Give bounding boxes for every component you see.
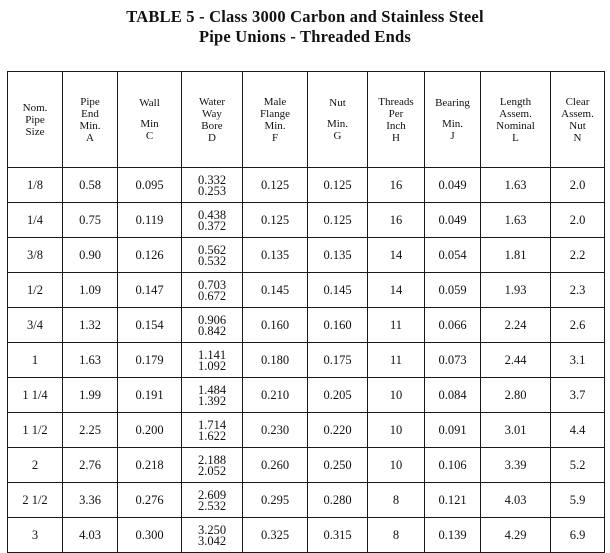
- cell-length-assem-nominal: 2.80: [481, 378, 551, 413]
- cell-male-flange-min: 0.230: [243, 413, 308, 448]
- header-line: Min.: [79, 119, 101, 132]
- header-line: Length: [499, 95, 532, 108]
- pipe-union-spec-table: [7, 71, 605, 553]
- header-spacer: [308, 109, 367, 118]
- header-line: Bearing: [435, 97, 470, 109]
- bore-max-value: 1.484: [197, 382, 227, 397]
- cell-nut-min: 0.125: [308, 168, 368, 203]
- cell-nom-pipe-size: 3: [8, 518, 63, 553]
- cell-pipe-end-min: 2.76: [63, 448, 118, 483]
- cell-clear-assem-nut: 5.2: [551, 448, 605, 483]
- bore-max-value: 2.188: [197, 452, 227, 467]
- header-line: D: [208, 131, 216, 144]
- header-line: Nominal: [496, 119, 535, 132]
- cell-nut-min: 0.220: [308, 413, 368, 448]
- header-line: Pipe: [25, 113, 45, 126]
- header-nom-pipe-size: [8, 72, 63, 168]
- table-title: [0, 7, 610, 47]
- table-row: [8, 308, 605, 343]
- cell-threads-per-inch: 16: [368, 168, 425, 203]
- table-row: [8, 448, 605, 483]
- bore-min-value: 0.842: [197, 323, 227, 338]
- table-header-row: [8, 72, 605, 168]
- header-line: Min.: [441, 118, 464, 130]
- cell-water-way-bore: [182, 413, 243, 448]
- bore-max-value: 0.438: [197, 207, 227, 222]
- header-line: Threads: [378, 95, 414, 108]
- header-line: Flange: [260, 107, 290, 120]
- bore-min-value: 3.042: [197, 533, 227, 548]
- header-line: G: [333, 130, 342, 142]
- cell-water-way-bore: [182, 378, 243, 413]
- header-line: C: [145, 130, 154, 142]
- header-line: Size: [25, 125, 45, 138]
- cell-clear-assem-nut: 2.0: [551, 203, 605, 238]
- cell-water-way-bore: [182, 168, 243, 203]
- table-row: [8, 518, 605, 553]
- table-body: [8, 168, 605, 553]
- table-title-line-1: TABLE 5 - Class 3000 Carbon and Stainless Steel: [126, 7, 484, 26]
- cell-wall-min: 0.154: [118, 308, 182, 343]
- cell-male-flange-min: 0.125: [243, 203, 308, 238]
- table-row: [8, 378, 605, 413]
- header-line: Way: [202, 107, 222, 120]
- cell-wall-min: 0.300: [118, 518, 182, 553]
- header-water-way-bore-d: [182, 72, 243, 168]
- header-male-flange-min-f: [243, 72, 308, 168]
- cell-bearing-min: 0.054: [425, 238, 481, 273]
- bore-min-value: 1.092: [197, 358, 227, 373]
- cell-nut-min: 0.280: [308, 483, 368, 518]
- cell-pipe-end-min: 1.63: [63, 343, 118, 378]
- header-line: Min: [140, 118, 159, 130]
- bore-min-value: 2.052: [197, 463, 227, 478]
- header-wall-min-c: [118, 72, 182, 168]
- header-line: Nut: [569, 119, 586, 132]
- cell-nom-pipe-size: 1: [8, 343, 63, 378]
- bore-max-value: 0.906: [197, 312, 227, 327]
- cell-nut-min: 0.145: [308, 273, 368, 308]
- cell-wall-min: 0.218: [118, 448, 182, 483]
- bore-min-value: 2.532: [197, 498, 227, 513]
- header-line: L: [512, 131, 519, 144]
- cell-nom-pipe-size: 3/4: [8, 308, 63, 343]
- cell-water-way-bore: [182, 518, 243, 553]
- cell-nom-pipe-size: 1/4: [8, 203, 63, 238]
- cell-clear-assem-nut: 2.6: [551, 308, 605, 343]
- header-line: Assem.: [499, 107, 532, 120]
- cell-nom-pipe-size: 1 1/2: [8, 413, 63, 448]
- cell-nom-pipe-size: 2 1/2: [8, 483, 63, 518]
- cell-clear-assem-nut: 3.7: [551, 378, 605, 413]
- header-line: N: [573, 131, 582, 144]
- cell-length-assem-nominal: 2.24: [481, 308, 551, 343]
- cell-threads-per-inch: 16: [368, 203, 425, 238]
- header-line: Water: [199, 95, 225, 108]
- header-line: Male: [263, 95, 287, 108]
- cell-length-assem-nominal: 1.93: [481, 273, 551, 308]
- cell-length-assem-nominal: 1.63: [481, 168, 551, 203]
- header-line: H: [392, 131, 400, 144]
- cell-length-assem-nominal: 1.63: [481, 203, 551, 238]
- table-title-line-2: Pipe Unions - Threaded Ends: [198, 27, 412, 46]
- header-line: A: [86, 131, 94, 144]
- cell-length-assem-nominal: 2.44: [481, 343, 551, 378]
- cell-pipe-end-min: 0.90: [63, 238, 118, 273]
- cell-nut-min: 0.135: [308, 238, 368, 273]
- cell-bearing-min: 0.066: [425, 308, 481, 343]
- cell-pipe-end-min: 3.36: [63, 483, 118, 518]
- cell-nom-pipe-size: 3/8: [8, 238, 63, 273]
- bore-min-value: 0.253: [197, 183, 227, 198]
- bore-max-value: 3.250: [197, 522, 227, 537]
- cell-wall-min: 0.147: [118, 273, 182, 308]
- cell-nut-min: 0.205: [308, 378, 368, 413]
- cell-length-assem-nominal: 3.01: [481, 413, 551, 448]
- header-line: F: [271, 131, 279, 144]
- header-line: Nut: [329, 97, 346, 109]
- bore-max-value: 0.562: [197, 242, 227, 257]
- header-spacer: [425, 109, 480, 118]
- header-line: Min.: [326, 118, 349, 130]
- cell-length-assem-nominal: 3.39: [481, 448, 551, 483]
- cell-bearing-min: 0.073: [425, 343, 481, 378]
- cell-pipe-end-min: 0.58: [63, 168, 118, 203]
- cell-male-flange-min: 0.325: [243, 518, 308, 553]
- cell-water-way-bore: [182, 343, 243, 378]
- cell-male-flange-min: 0.260: [243, 448, 308, 483]
- cell-threads-per-inch: 8: [368, 518, 425, 553]
- cell-water-way-bore: [182, 448, 243, 483]
- cell-clear-assem-nut: 2.0: [551, 168, 605, 203]
- header-bearing-min-j: [425, 72, 481, 168]
- bore-max-value: 1.141: [197, 347, 227, 362]
- cell-water-way-bore: [182, 483, 243, 518]
- cell-clear-assem-nut: 2.3: [551, 273, 605, 308]
- cell-pipe-end-min: 1.32: [63, 308, 118, 343]
- cell-clear-assem-nut: 6.9: [551, 518, 605, 553]
- cell-wall-min: 0.119: [118, 203, 182, 238]
- cell-male-flange-min: 0.180: [243, 343, 308, 378]
- cell-wall-min: 0.179: [118, 343, 182, 378]
- cell-nom-pipe-size: 1/8: [8, 168, 63, 203]
- cell-nut-min: 0.250: [308, 448, 368, 483]
- cell-nut-min: 0.125: [308, 203, 368, 238]
- cell-clear-assem-nut: 2.2: [551, 238, 605, 273]
- header-line: Assem.: [561, 107, 594, 120]
- cell-nut-min: 0.315: [308, 518, 368, 553]
- cell-nom-pipe-size: 2: [8, 448, 63, 483]
- header-line: Inch: [386, 119, 406, 132]
- header-line: Nom.: [22, 101, 48, 114]
- cell-male-flange-min: 0.160: [243, 308, 308, 343]
- bore-max-value: 1.714: [197, 417, 227, 432]
- cell-clear-assem-nut: 3.1: [551, 343, 605, 378]
- cell-nom-pipe-size: 1/2: [8, 273, 63, 308]
- header-nut-min-g: [308, 72, 368, 168]
- cell-bearing-min: 0.121: [425, 483, 481, 518]
- cell-bearing-min: 0.049: [425, 168, 481, 203]
- cell-pipe-end-min: 4.03: [63, 518, 118, 553]
- bore-max-value: 2.609: [197, 487, 227, 502]
- cell-nut-min: 0.160: [308, 308, 368, 343]
- cell-male-flange-min: 0.145: [243, 273, 308, 308]
- cell-nom-pipe-size: 1 1/4: [8, 378, 63, 413]
- cell-male-flange-min: 0.295: [243, 483, 308, 518]
- cell-water-way-bore: [182, 203, 243, 238]
- cell-pipe-end-min: 1.99: [63, 378, 118, 413]
- cell-water-way-bore: [182, 273, 243, 308]
- cell-nut-min: 0.175: [308, 343, 368, 378]
- cell-threads-per-inch: 8: [368, 483, 425, 518]
- header-line: J: [450, 130, 455, 142]
- cell-pipe-end-min: 1.09: [63, 273, 118, 308]
- header-pipe-end-min-a: [63, 72, 118, 168]
- cell-bearing-min: 0.139: [425, 518, 481, 553]
- cell-threads-per-inch: 14: [368, 273, 425, 308]
- cell-length-assem-nominal: 4.29: [481, 518, 551, 553]
- cell-bearing-min: 0.106: [425, 448, 481, 483]
- cell-water-way-bore: [182, 308, 243, 343]
- header-threads-per-inch-h: [368, 72, 425, 168]
- header-length-assem-nominal-l: [481, 72, 551, 168]
- cell-wall-min: 0.191: [118, 378, 182, 413]
- table-row: [8, 273, 605, 308]
- cell-length-assem-nominal: 4.03: [481, 483, 551, 518]
- bore-min-value: 0.532: [197, 253, 227, 268]
- header-line: End: [81, 107, 99, 120]
- cell-threads-per-inch: 10: [368, 413, 425, 448]
- bore-min-value: 1.392: [197, 393, 227, 408]
- header-line: Per: [388, 107, 404, 120]
- cell-threads-per-inch: 14: [368, 238, 425, 273]
- cell-bearing-min: 0.091: [425, 413, 481, 448]
- table-row: [8, 413, 605, 448]
- bore-max-value: 0.332: [197, 172, 227, 187]
- table-row: [8, 483, 605, 518]
- cell-male-flange-min: 0.125: [243, 168, 308, 203]
- cell-bearing-min: 0.059: [425, 273, 481, 308]
- table-row: [8, 343, 605, 378]
- cell-threads-per-inch: 11: [368, 308, 425, 343]
- table-row: [8, 168, 605, 203]
- cell-bearing-min: 0.084: [425, 378, 481, 413]
- header-line: Pipe: [80, 95, 100, 108]
- bore-min-value: 0.672: [197, 288, 227, 303]
- cell-pipe-end-min: 0.75: [63, 203, 118, 238]
- cell-wall-min: 0.276: [118, 483, 182, 518]
- cell-threads-per-inch: 11: [368, 343, 425, 378]
- header-spacer: [118, 109, 181, 118]
- cell-wall-min: 0.200: [118, 413, 182, 448]
- cell-clear-assem-nut: 5.9: [551, 483, 605, 518]
- table-row: [8, 238, 605, 273]
- cell-pipe-end-min: 2.25: [63, 413, 118, 448]
- bore-min-value: 1.622: [197, 428, 227, 443]
- cell-length-assem-nominal: 1.81: [481, 238, 551, 273]
- cell-threads-per-inch: 10: [368, 378, 425, 413]
- header-line: Bore: [201, 119, 223, 132]
- bore-max-value: 0.703: [197, 277, 227, 292]
- header-line: Wall: [139, 97, 160, 109]
- header-line: Min.: [264, 119, 286, 132]
- cell-male-flange-min: 0.135: [243, 238, 308, 273]
- cell-male-flange-min: 0.210: [243, 378, 308, 413]
- cell-wall-min: 0.126: [118, 238, 182, 273]
- bore-min-value: 0.372: [197, 218, 227, 233]
- table-row: [8, 203, 605, 238]
- header-clear-assem-nut-n: [551, 72, 605, 168]
- cell-bearing-min: 0.049: [425, 203, 481, 238]
- cell-clear-assem-nut: 4.4: [551, 413, 605, 448]
- cell-water-way-bore: [182, 238, 243, 273]
- cell-threads-per-inch: 10: [368, 448, 425, 483]
- header-line: Clear: [565, 95, 590, 108]
- cell-wall-min: 0.095: [118, 168, 182, 203]
